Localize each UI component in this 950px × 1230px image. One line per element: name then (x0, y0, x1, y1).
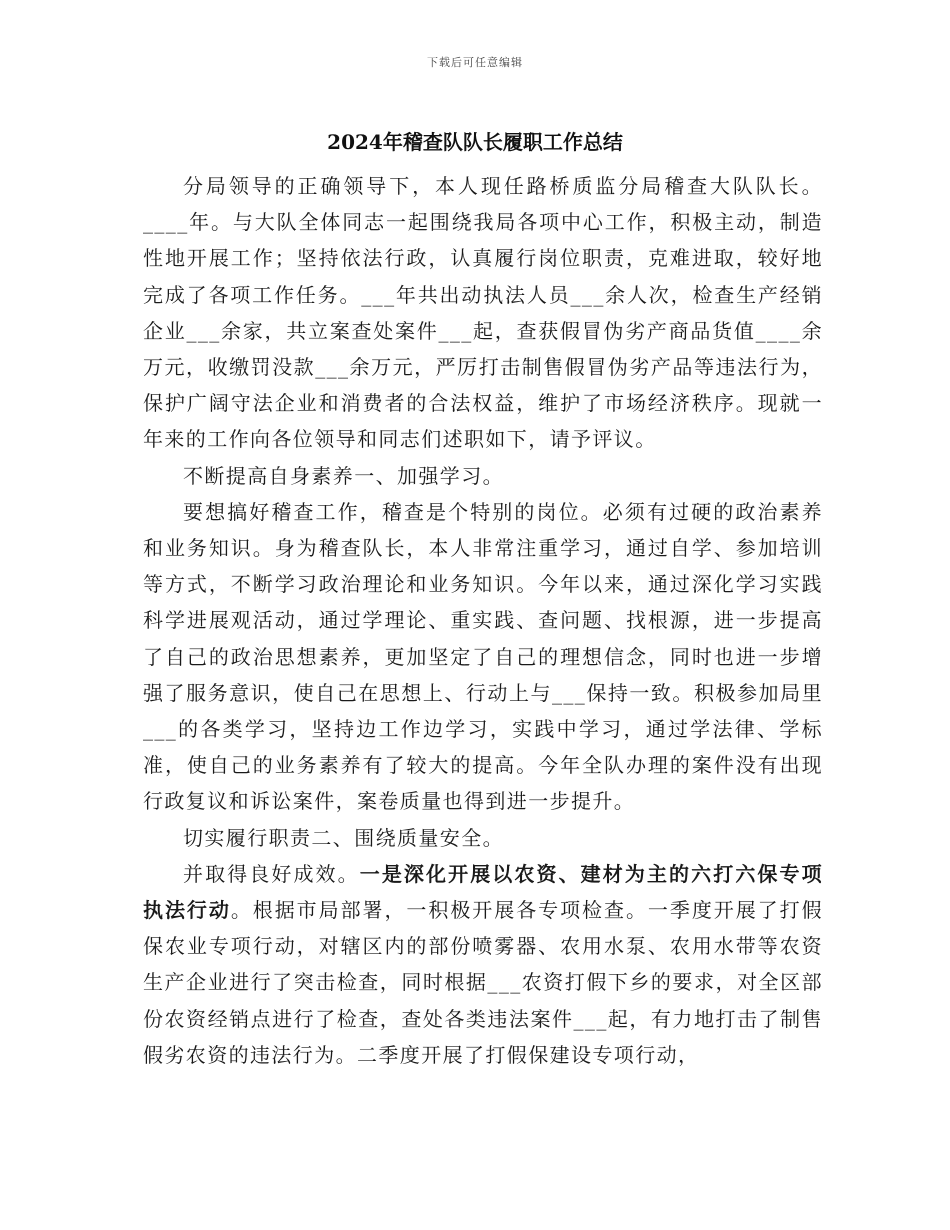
section-heading-1: 不断提高自身素养一、加强学习。 (183, 463, 504, 488)
paragraph-rest: 。根据市局部署，一积极开展各专项检查。一季度开展了打假保农业专项行动，对辖区内的部份喷雾器、农用水泵、农用水带等农资生产企业进行了突击检查，同时根据___农资打假下乡的要求，对全区部份农资经销点进行了检查，查处各类违法案件___起，有力地打击了制售假劣农资的违法行为。二季度开展了打假保建设专项行动， (143, 898, 823, 1067)
page-header-note: 下载后可任意编辑 (427, 56, 523, 69)
paragraph-enforcement (143, 856, 823, 1073)
paragraph-lead: 并取得良好成效。 (183, 861, 360, 886)
document-title: 2024年稽查队队长履职工作总结 (327, 130, 623, 154)
paragraph-intro: 分局领导的正确领导下，本人现任路桥质监分局稽查大队队长。____年。与大队全体同志一起围绕我局各项中心工作，积极主动，制造性地开展工作；坚持依法行政，认真履行岗位职责，克难进取，较好地完成了各项工作任务。___年共出动执法人员___余人次，检查生产经销企业___余家，共立案查处案件___起，查获假冒伪劣产商品货值____余万元，收缴罚没款___余万元，严厉打击制售假冒伪劣产品等违法行为，保护广阔守法企业和消费者的合法权益，维护了市场经济秩序。现就一年来的工作向各位领导和同志们述职如下，请予评议。 (143, 174, 823, 452)
document-body (143, 168, 823, 1073)
paragraph-study: 要想搞好稽查工作，稽查是个特别的岗位。必须有过硬的政治素养和业务知识。身为稽查队长，本人非常注重学习，通过自学、参加培训等方式，不断学习政治理论和业务知识。今年以来，通过深化学习实践科学进展观活动，通过学理论、重实践、查问题、找根源，进一步提高了自己的政治思想素养，更加坚定了自己的理想信念，同时也进一步增强了服务意识，使自己在思想上、行动上与___保持一致。积极参加局里___的各类学习，坚持边工作边学习，实践中学习，通过学法律、学标准，使自己的业务素养有了较大的提高。今年全队办理的案件没有出现行政复议和诉讼案件，案卷质量也得到进一步提升。 (143, 499, 823, 814)
section-heading-2: 切实履行职责二、围绕质量安全。 (183, 825, 504, 850)
bold-highlight: 一是深化开展以农资、建材为主的六打六保专项执法行动 (143, 861, 823, 923)
